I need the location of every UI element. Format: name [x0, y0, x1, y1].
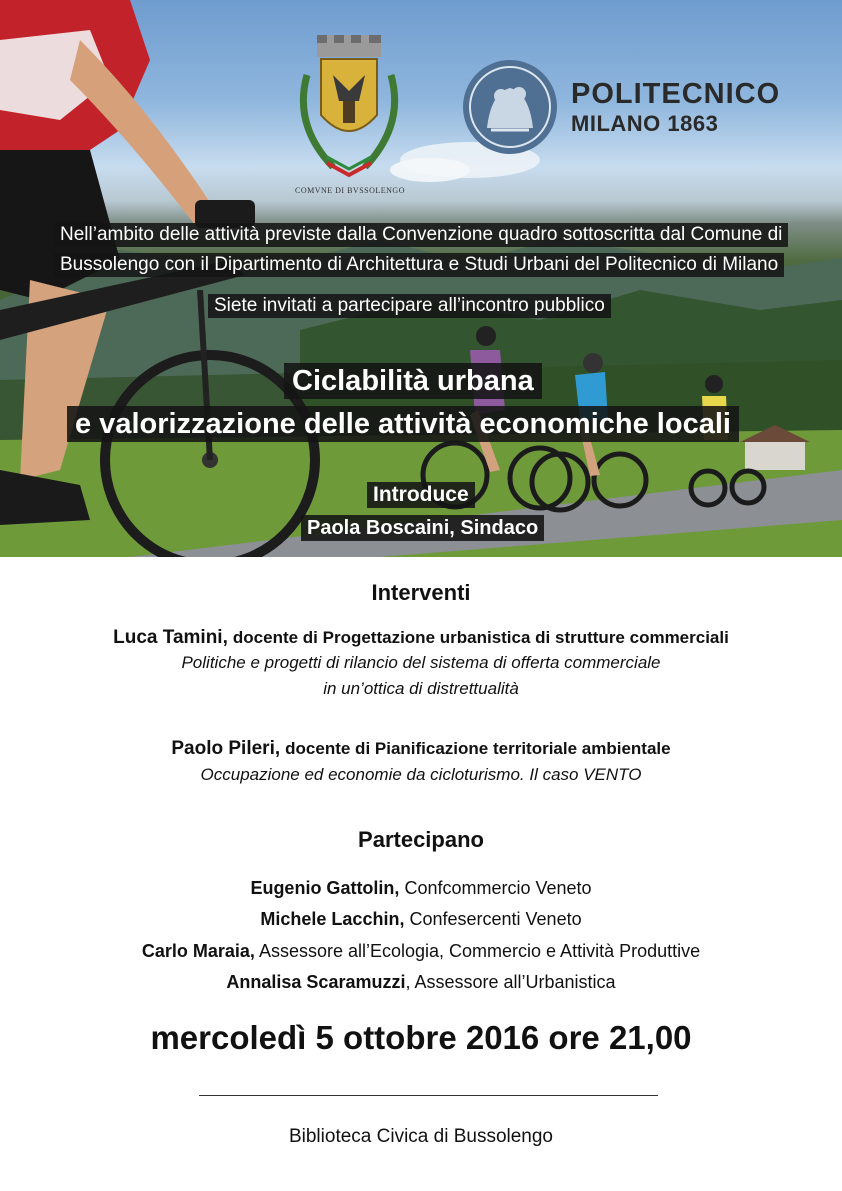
hero-photo [0, 0, 842, 557]
introduce-label: Introduce [367, 482, 475, 508]
speaker-role: docente di Pianificazione territoriale ambientale [285, 739, 671, 758]
speaker-name: Paolo Pileri, [171, 738, 281, 759]
participant-role: , Assessore all’Urbanistica [405, 972, 616, 992]
participant-row [0, 940, 842, 962]
introduce-name: Paola Boscaini, Sindaco [301, 515, 544, 541]
intro-banner-line-2: Bussolengo con il Dipartimento di Architettura e Studi Urbani del Politecnico di Milano [54, 253, 784, 277]
participant-role: Confesercenti Veneto [409, 909, 582, 929]
event-datetime: mercoledì 5 ottobre 2016 ore 21,00 [150, 1019, 692, 1056]
divider-line [199, 1095, 658, 1096]
speaker-row [0, 626, 842, 649]
participant-name: Michele Lacchin, [260, 909, 405, 929]
politecnico-city-year: MILANO 1863 [571, 111, 719, 136]
comune-caption: COMVNE DI BVSSOLENGO [294, 186, 405, 195]
politecnico-name: POLITECNICO [571, 78, 781, 110]
participant-name: Eugenio Gattolin, [250, 878, 400, 898]
interventi-heading: Interventi [371, 580, 471, 605]
talk-title-line: Occupazione ed economie da cicloturismo. Il caso VENTO [200, 765, 642, 784]
event-title-line-2: e valorizzazione delle attività economiche locali [67, 406, 739, 442]
intro-banner-line-1: Nell’ambito delle attività previste dalla Convenzione quadro sottoscritta dal Comune di [54, 223, 788, 247]
politecnico-wordmark [571, 78, 780, 138]
event-title-line-1: Ciclabilità urbana [284, 363, 542, 399]
participant-name: Carlo Maraia, [141, 941, 255, 961]
participant-name: Annalisa Scaramuzzi [226, 972, 406, 992]
politecnico-seal-logo [461, 58, 559, 156]
participant-role: Assessore all’Ecologia, Commercio e Attività Produttive [258, 941, 701, 961]
speaker-role: docente di Progettazione urbanistica di strutture commerciali [232, 628, 729, 647]
speaker-row [0, 737, 842, 760]
invite-banner: Siete invitati a partecipare all’incontro pubblico [208, 294, 611, 318]
talk-title-line: Politiche e progetti di rilancio del sistema di offerta commerciale [181, 653, 661, 672]
participant-row [0, 877, 842, 899]
participant-role: Confcommercio Veneto [404, 878, 592, 898]
speaker-name: Luca Tamini, [113, 627, 228, 648]
participant-row [0, 908, 842, 930]
event-venue: Biblioteca Civica di Bussolengo [288, 1126, 554, 1147]
comune-crest-logo [293, 35, 405, 185]
participant-row [0, 971, 842, 993]
talk-title-line: in un’ottica di distrettualità [323, 679, 519, 698]
partecipano-heading: Partecipano [358, 827, 484, 852]
